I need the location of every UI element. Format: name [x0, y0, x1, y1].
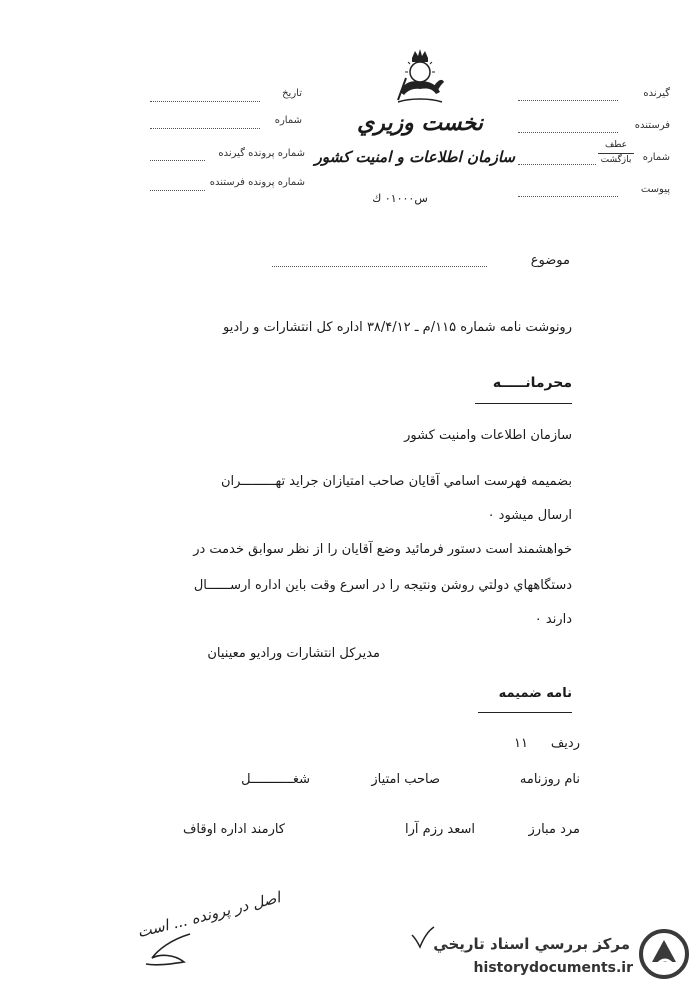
ref-top-label: عطف	[604, 140, 628, 150]
number-dots	[150, 128, 260, 129]
row-number: ۱۱	[514, 736, 528, 751]
number-label-left: شماره	[274, 115, 302, 126]
para2-line1: خواهشمند است دستور فرمائيد وضع آقايان را از نظر سوابق خدمت در	[193, 542, 572, 557]
emblem-title: نخست وزيري	[357, 110, 483, 136]
col-job: شغـــــــــــل	[241, 772, 310, 787]
para1-line1: بضميمه فهرست اسامي آقايان صاحب امتيازان جرايد تهـــــــــران	[220, 474, 572, 489]
sender-label: فرستنده	[634, 120, 670, 131]
recipient-file-label: شماره پرونده گيرنده	[218, 148, 305, 159]
emblem-code: س۰۱۰۰۰ ك	[372, 192, 428, 205]
sender-file-label: شماره پرونده فرستنده	[209, 177, 305, 188]
handwritten-note: اصل در پرونده ... است	[135, 888, 283, 942]
emblem-subtitle: سازمان اطلاعات و امنيت كشور	[314, 148, 515, 166]
archive-logo-icon	[638, 928, 690, 980]
recipient-label: گيرنده	[643, 88, 670, 99]
row-label: رديف	[550, 736, 580, 751]
cell-job: كارمند اداره اوقاف	[182, 822, 285, 837]
attachment-dots	[518, 196, 618, 197]
classification-underline	[475, 403, 572, 404]
recipient-file-dots	[150, 160, 205, 161]
sender-dots	[518, 132, 618, 133]
para2-line2: دستگاههاي دولتي روشن ونتيجه را در اسرع وقت باين اداره ارســــــال	[193, 578, 572, 593]
subject-label: موضوع	[530, 253, 570, 268]
lion-and-sun-emblem-icon	[390, 48, 450, 106]
handwritten-flourish-icon	[140, 930, 200, 970]
col-owner: صاحب امتياز	[371, 772, 440, 787]
date-label: تاريخ	[282, 88, 302, 99]
number-dots-right	[518, 164, 596, 165]
recipient-dots	[518, 100, 618, 101]
attachment-label: پيوست	[640, 184, 670, 195]
attachment-title: نامه ضميمه	[498, 686, 572, 701]
cell-owner: اسعد رزم آرا	[405, 822, 475, 837]
cell-newspaper: مرد مبارز	[528, 822, 580, 837]
attachment-title-underline	[478, 712, 572, 713]
col-newspaper: نام روزنامه	[519, 772, 580, 787]
sender-file-dots	[150, 190, 205, 191]
classification: محرمانـــــه	[492, 375, 572, 391]
para2-line3: دارند ۰	[534, 612, 572, 627]
ref-bottom-label: بازگشت	[600, 155, 632, 165]
signature-line: مديركل انتشارات وراديو معينيان	[207, 646, 380, 661]
addressee: سازمان اطلاعات وامنيت كشور	[404, 428, 572, 443]
para1-line2: ارسال ميشود ۰	[487, 508, 572, 523]
watermark-url: historydocuments.ir	[473, 960, 633, 976]
date-dots	[150, 101, 260, 102]
number-label-right: شماره	[642, 152, 670, 163]
subject-dots	[272, 266, 487, 267]
reference-line: رونوشت نامه شماره ۱۱۵/م ـ ۳۸/۴/۱۲ اداره كل انتشارات و راديو	[223, 320, 572, 335]
ref-divider	[598, 153, 634, 154]
watermark-org: مركز بررسي اسناد تاريخي	[433, 935, 630, 953]
handwritten-checkmark-icon	[410, 925, 436, 949]
